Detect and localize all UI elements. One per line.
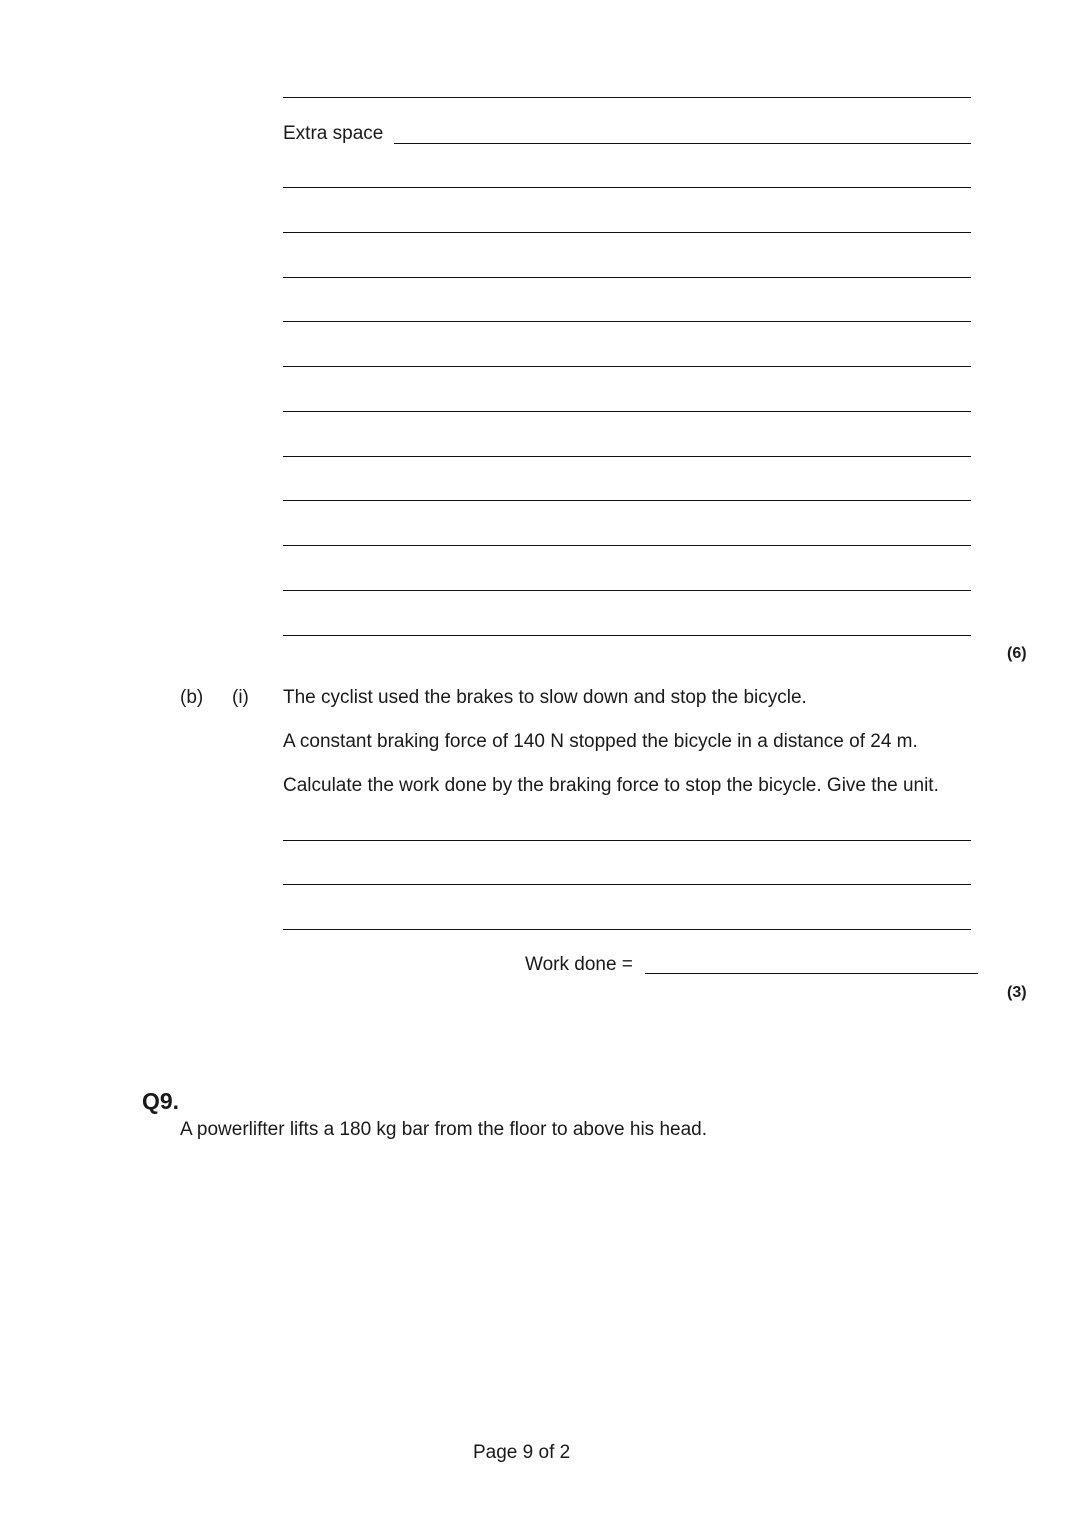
answer-line xyxy=(283,456,971,457)
answer-line xyxy=(283,321,971,322)
work-done-label: Work done = xyxy=(525,954,633,975)
answer-line xyxy=(283,277,971,278)
answer-line xyxy=(283,884,971,885)
page-number: Page 9 of 2 xyxy=(473,1442,571,1463)
marks-six: (6) xyxy=(1007,645,1027,662)
question-text-line1: The cyclist used the brakes to slow down and stop the bicycle. xyxy=(283,687,807,708)
marks-three: (3) xyxy=(1007,984,1027,1001)
question-number: Q9. xyxy=(142,1088,180,1114)
answer-line xyxy=(283,411,971,412)
answer-line xyxy=(283,840,971,841)
answer-line xyxy=(283,929,971,930)
answer-line xyxy=(283,635,971,636)
answer-line xyxy=(283,366,971,367)
answer-line xyxy=(283,187,971,188)
answer-line xyxy=(283,232,971,233)
question-text-line2: A constant braking force of 140 N stopped the bicycle in a distance of 24 m. xyxy=(283,731,918,752)
answer-line xyxy=(283,97,971,98)
sub-part-label: (i) xyxy=(232,687,249,708)
question-text: A powerlifter lifts a 180 kg bar from the floor to above his head. xyxy=(180,1119,708,1140)
extra-space-label: Extra space xyxy=(283,123,384,144)
work-done-answer-line xyxy=(645,973,978,974)
answer-line xyxy=(283,545,971,546)
answer-line xyxy=(283,590,971,591)
answer-line xyxy=(283,500,971,501)
extra-space-line xyxy=(394,143,971,144)
question-text-line3: Calculate the work done by the braking force to stop the bicycle. Give the unit. xyxy=(283,775,939,796)
part-label: (b) xyxy=(180,687,204,708)
